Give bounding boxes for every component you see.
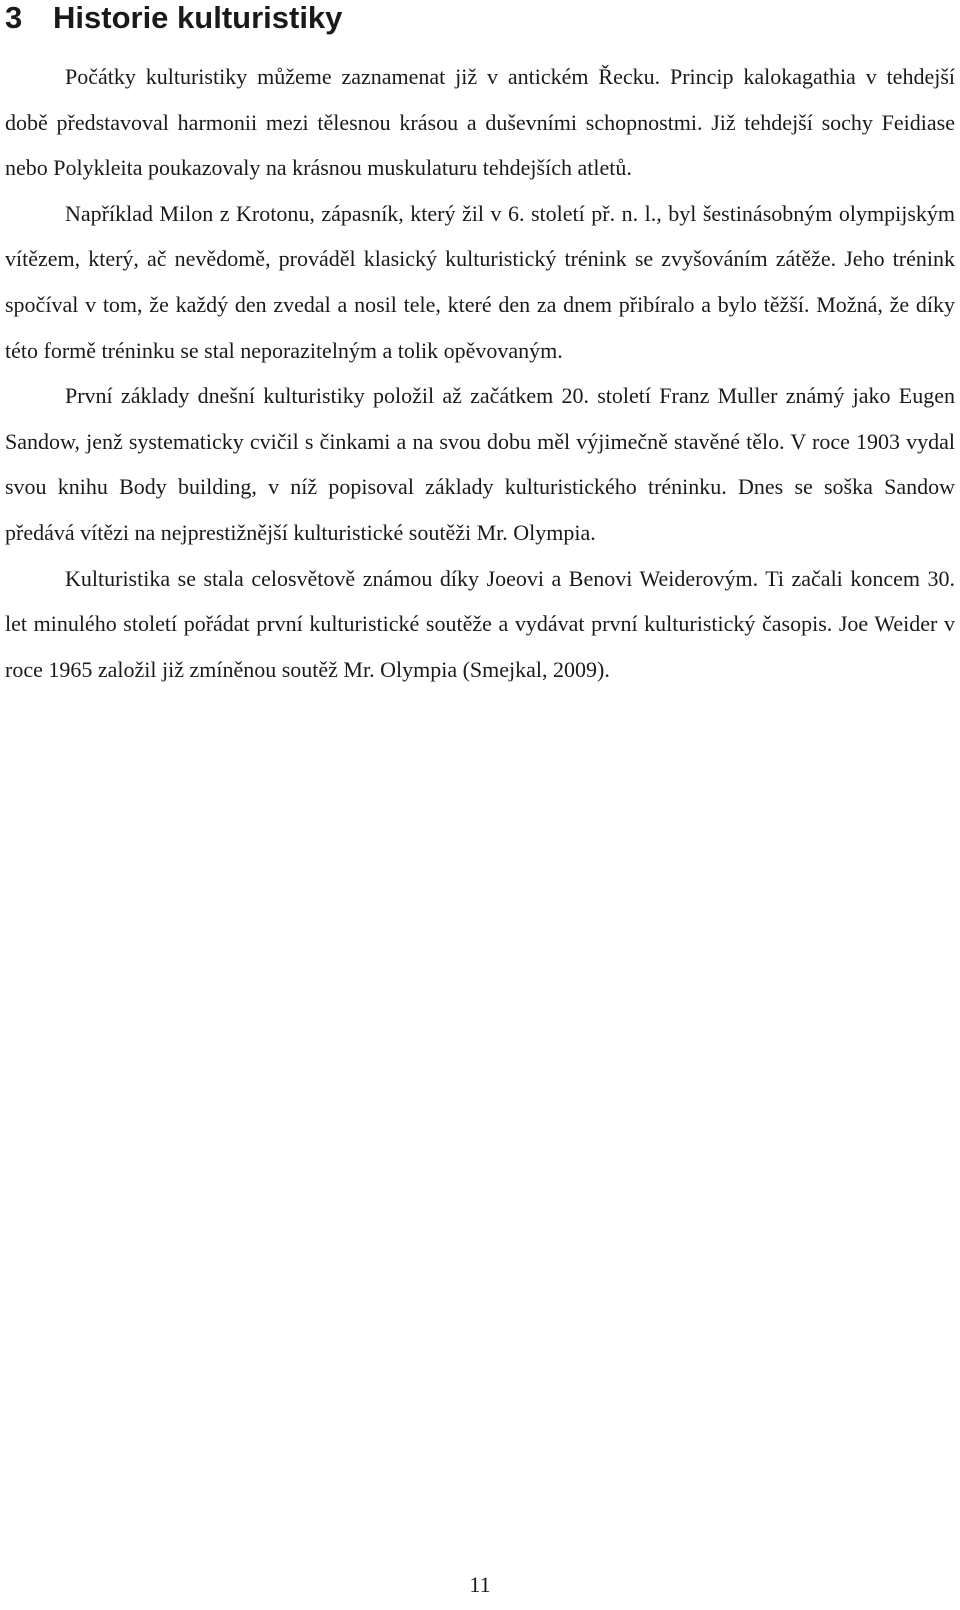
chapter-heading <box>5 0 342 36</box>
chapter-body <box>5 54 955 692</box>
paragraph: Kulturistika se stala celosvětově známou díky Joeovi a Benovi Weiderovým. Ti začali koncem 30. let minulého století pořádat první kulturistické soutěže a vydávat první kulturistický časopis. Joe Weider v roce 1965 založil již zmíněnou soutěž Mr. Olympia (Smejkal, 2009). <box>5 565 955 682</box>
chapter-title: Historie kulturistiky <box>53 0 343 35</box>
paragraph: Například Milon z Krotonu, zápasník, který žil v 6. století př. n. l., byl šestinásobným olympijským vítězem, který, ač nevědomě, prováděl klasický kulturistický trénink se zvyšováním zátěže. Jeho trénink spočíval v tom, že každý den zvedal a nosil tele, které den za dnem přibíralo a bylo těžší. Možná, že díky této formě tréninku se stal neporazitelným a tolik opěvovaným. <box>5 200 955 363</box>
paragraph: Počátky kulturistiky můžeme zaznamenat již v antickém Řecku. Princip kalokagathia v tehdejší době představoval harmonii mezi tělesnou krásou a duševními schopnostmi. Již tehdejší sochy Feidiase nebo Polykleita poukazovaly na krásnou muskulaturu tehdejších atletů. <box>5 64 955 181</box>
page-number: 11 <box>469 1572 491 1597</box>
paragraph: První základy dnešní kulturistiky položil až začátkem 20. století Franz Muller známý jako Eugen Sandow, jenž systematicky cvičil s činkami a na svou dobu měl výjimečně stavěné tělo. V roce 1903 vydal svou knihu Body building, v níž popisoval základy kulturistického tréninku. Dnes se soška Sandow předává vítězi na nejprestižnější kulturistické soutěži Mr. Olympia. <box>5 383 955 545</box>
chapter-number: 3 <box>5 0 23 35</box>
